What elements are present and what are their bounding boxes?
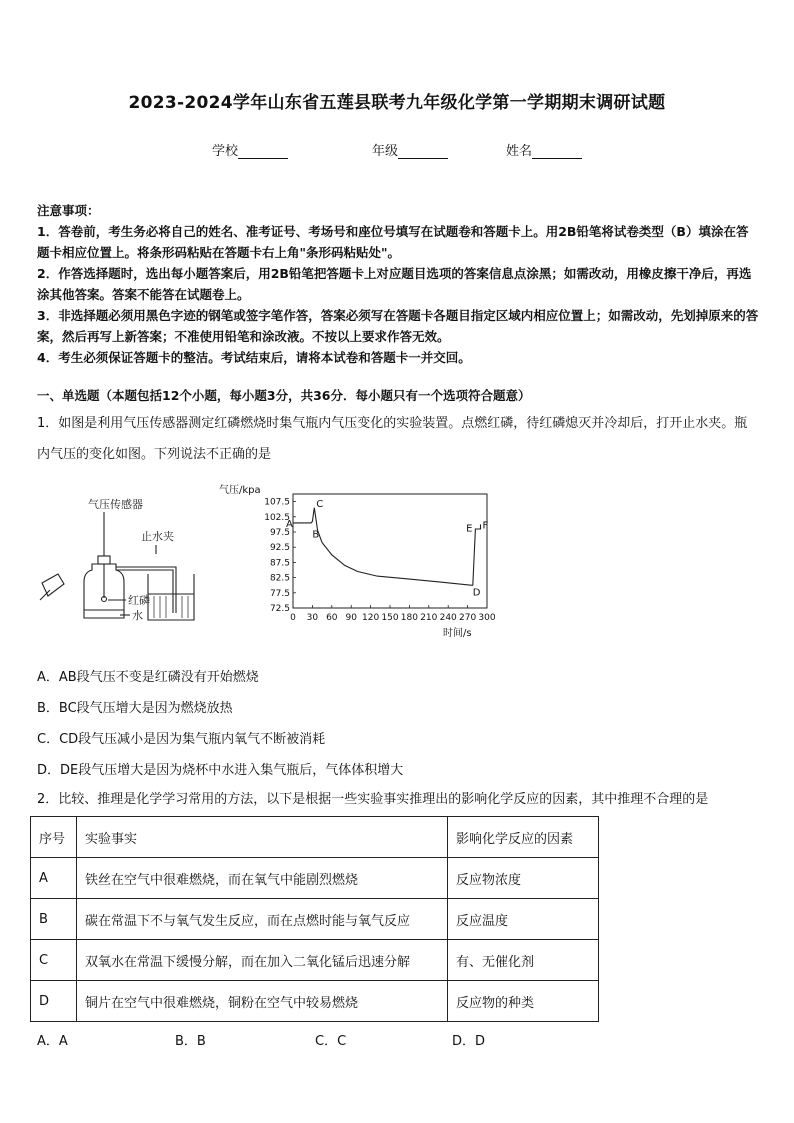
table-header-row <box>31 817 599 858</box>
row-index: A <box>31 858 77 899</box>
school-field[interactable] <box>212 140 288 159</box>
q1-option-b[interactable]: B．BC段气压增大是因为燃烧放热 <box>37 701 233 716</box>
row-fact: 双氧水在常温下缓慢分解，而在加入二氧化锰后迅速分解 <box>77 940 448 981</box>
notice-item-3: 3．非选择题必须用黑色字迹的钢笔或签字笔作答，答案必须写在答题卡各题目指定区域内相应位置上；如需改动，先划掉原来的答案，然后再写上新答案；不准使用铅笔和涂改液。不按以上要求作答无效。 <box>37 308 759 344</box>
point-label-a: A <box>286 518 293 530</box>
header-factor: 影响化学反应的因素 <box>448 817 599 858</box>
x-tick-label: 240 <box>439 613 457 623</box>
q1-option-a[interactable]: A．AB段气压不变是红磷没有开始燃烧 <box>37 670 259 685</box>
name-field[interactable] <box>506 140 582 159</box>
section-heading: 一、单选题（本题包括12个小题，每小题3分，共36分．每小题只有一个选项符合题意） <box>37 388 531 403</box>
x-tick-label: 270 <box>459 613 477 623</box>
point-label-b: B <box>312 529 320 541</box>
q1-option-c[interactable]: C．CD段气压减小是因为集气瓶内氧气不断被消耗 <box>37 732 326 747</box>
point-label-c: C <box>316 499 324 511</box>
x-tick-label: 210 <box>420 613 438 623</box>
school-label: 学校 <box>212 144 239 159</box>
row-fact: 碳在常温下不与氧气发生反应，而在点燃时能与氧气反应 <box>77 899 448 940</box>
grade-label: 年级 <box>372 144 399 159</box>
y-tick-labels <box>264 498 296 614</box>
question-1-figure <box>36 478 506 643</box>
x-tick-label: 300 <box>478 613 496 623</box>
grade-field[interactable] <box>372 140 448 159</box>
y-tick-label: 87.5 <box>269 558 290 569</box>
x-tick-label: 0 <box>290 613 296 623</box>
pressure-series-line <box>293 508 481 586</box>
y-tick-label: 107.5 <box>264 497 290 508</box>
notice-heading: 注意事项： <box>37 203 100 218</box>
table-row <box>31 981 599 1022</box>
table-row <box>31 858 599 899</box>
point-label-e: E <box>466 523 473 535</box>
notice-block <box>37 200 759 368</box>
table-row <box>31 899 599 940</box>
q2-option-a[interactable]: A．A <box>37 1034 68 1049</box>
x-tick-label: 90 <box>345 613 357 623</box>
notice-item-4: 4．考生必须保证答题卡的整洁。考试结束后，请将本试卷和答题卡一并交回。 <box>37 350 471 365</box>
row-factor: 有、无催化剂 <box>448 940 599 981</box>
q2-option-d[interactable]: D．D <box>452 1034 486 1049</box>
table-row <box>31 940 599 981</box>
row-factor: 反应物的种类 <box>448 981 599 1022</box>
question-1-stem: 1．如图是利用气压传感器测定红磷燃烧时集气瓶内气压变化的实验装置。点燃红磷，待红磷熄灭并冷却后，打开止水夹。瓶内气压的变化如图。下列说法不正确的是 <box>37 416 748 462</box>
x-axis-label: 时间/s <box>443 628 472 639</box>
header-index: 序号 <box>31 817 77 858</box>
name-blank[interactable] <box>532 144 582 159</box>
phosphorus-label: 红磷 <box>128 594 150 607</box>
header-fact: 实验事实 <box>77 817 448 858</box>
clamp-label: 止水夹 <box>141 530 174 543</box>
apparatus-diagram <box>40 497 194 622</box>
y-axis-label: 气压/kpa <box>219 485 261 496</box>
row-index: C <box>31 940 77 981</box>
row-index: B <box>31 899 77 940</box>
beaker-water-hatch <box>154 596 188 618</box>
y-tick-label: 102.5 <box>264 512 290 523</box>
sensor-label: 气压传感器 <box>88 498 143 511</box>
x-tick-label: 180 <box>400 613 418 623</box>
x-tick-label: 30 <box>306 613 319 623</box>
q1-option-d[interactable]: D．DE段气压增大是因为烧杯中水进入集气瓶后，气体体积增大 <box>37 763 404 778</box>
notice-item-2: 2．作答选择题时，选出每小题答案后，用2B铅笔把答题卡上对应题目选项的答案信息点涂黑；如需改动，用橡皮擦干净后，再选涂其他答案。答案不能答在试题卷上。 <box>37 266 752 302</box>
school-blank[interactable] <box>238 144 288 159</box>
point-label-d: D <box>472 587 481 599</box>
q2-option-b[interactable]: B．B <box>175 1034 206 1049</box>
experiment-facts-table <box>30 816 599 1022</box>
y-tick-label: 92.5 <box>269 543 290 554</box>
stopper <box>98 556 110 564</box>
row-factor: 反应物浓度 <box>448 858 599 899</box>
ignition-lamp <box>42 574 64 596</box>
page-title: 2023-2024学年山东省五莲县联考九年级化学第一学期期末调研试题 <box>128 93 666 113</box>
x-tick-label: 150 <box>381 613 399 623</box>
row-index: D <box>31 981 77 1022</box>
y-tick-label: 82.5 <box>269 573 290 584</box>
x-tick-label: 60 <box>326 613 338 623</box>
grade-blank[interactable] <box>398 144 448 159</box>
q2-option-c[interactable]: C．C <box>315 1034 347 1049</box>
y-tick-label: 72.5 <box>269 604 290 614</box>
y-tick-label: 77.5 <box>269 588 290 599</box>
point-label-f: F <box>482 520 489 532</box>
y-tick-label: 97.5 <box>269 528 290 538</box>
row-factor: 反应温度 <box>448 899 599 940</box>
beaker <box>148 574 194 620</box>
row-fact: 铁丝在空气中很难燃烧，而在氧气中能剧烈燃烧 <box>77 858 448 899</box>
name-label: 姓名 <box>506 144 533 159</box>
notice-item-1: 1．答卷前，考生务必将自己的姓名、准考证号、考场号和座位号填写在试题卷和答题卡上。用2B铅笔将试卷类型（B）填涂在答题卡相应位置上。将条形码粘贴在答题卡右上角"条形码粘贴处"。 <box>37 224 749 260</box>
row-fact: 铜片在空气中很难燃烧，铜粉在空气中较易燃烧 <box>77 981 448 1022</box>
x-tick-label: 120 <box>362 613 380 623</box>
water-label: 水 <box>132 609 143 622</box>
pressure-chart <box>219 484 496 639</box>
plot-area <box>293 494 487 608</box>
question-2-stem: 2．比较、推理是化学学习常用的方法，以下是根据一些实验事实推理出的影响化学反应的因素，其中推理不合理的是 <box>37 792 709 807</box>
